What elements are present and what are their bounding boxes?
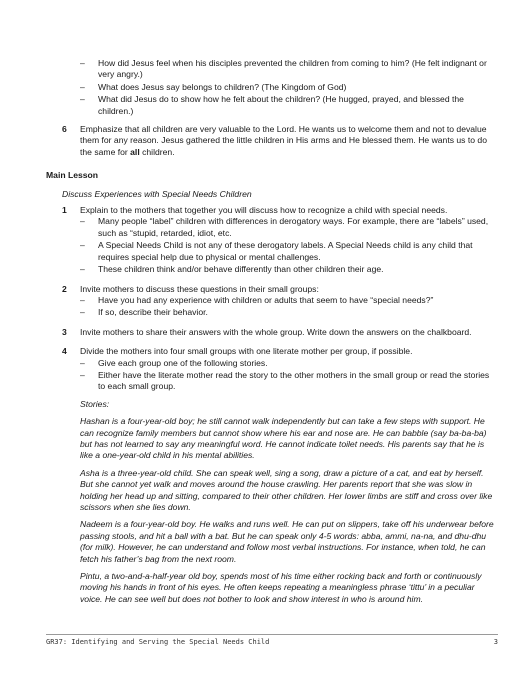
numbered-item-1 [62, 205, 498, 216]
list-item: – What did Jesus do to show how he felt about the children? (He hugged, prayed, and blessed the children.) [80, 94, 498, 117]
page-number: 3 [493, 638, 498, 646]
list-item: – Many people “label” children with differences in derogatory ways. For example, there are “labels” used, such as “stupid, retarded, idiot, etc. [80, 216, 489, 238]
item-text: Explain to the mothers that together you will discuss how to recognize a child with special needs. [80, 205, 448, 216]
item-text: Divide the mothers into four small groups with one literate mother per group, if possible. [80, 346, 413, 357]
list-item: – What does Jesus say belongs to children? (The Kingdom of God) [80, 82, 498, 93]
numbered-item-3 [62, 327, 498, 338]
section-subheading: Discuss Experiences with Special Needs Children [62, 188, 252, 199]
story-paragraph: Pintu, a two-and-a-half-year old boy, spends most of his time either rocking back and forth or continuously moving his hands in front of his eyes. He often keeps repeating a meaningless phrase ‘tittu’ in a peculiar voice. He can see well but does not bother to look and show interest in who is around him. [80, 571, 482, 604]
item-number: 1 [62, 205, 67, 216]
page-content [46, 58, 498, 611]
numbered-item-6: 6 Emphasize that all children are very valuable to the Lord. He wants us to welcome them and not to devalue them for any reason. Jesus gathered the little children in His arms and He blessed them. He wants us to do the same for all children. [62, 124, 487, 157]
list-item: – If so, describe their behavior. [80, 307, 208, 318]
intro-bullet: What does Jesus say belongs to children? (The Kingdom of God) [98, 81, 347, 92]
numbered-item-2 [62, 284, 498, 295]
list-item: – A Special Needs Child is not any of these derogatory labels. A Special Needs child is any child that requires special help due to physical or mental challenges. [80, 240, 473, 262]
list-item: – Have you had any experience with children or adults that seem to have “special needs?” [80, 294, 434, 305]
stories-block [80, 399, 498, 606]
intro-bullet: What did Jesus do to show how he felt about the children? (He hugged, prayed, and blessed the children.) [98, 94, 464, 116]
stories-label: Stories: [80, 398, 110, 409]
emphasis-text: all [130, 146, 140, 157]
list-item: – These children think and/or behave differently than other children their age. [80, 264, 384, 275]
numbered-item-4 [62, 346, 498, 357]
list-item: – Either have the literate mother read the story to the other mothers in the small group or read the stories to each small group. [80, 369, 490, 392]
list-item: – How did Jesus feel when his disciples prevented the children from coming to him? (He felt indignant or very angry.) [80, 58, 498, 81]
section-heading: Main Lesson [46, 170, 99, 181]
story-paragraph: Asha is a three-year-old child. She can speak well, sing a song, draw a picture of a cat, and eat by herself. But she cannot yet walk and moves around the house crawling. Her parents report that she was slow in holding her head up and sitting, compared to their other children. Her lower limbs are stiff and cross over like scissors when she lies down. [80, 467, 493, 512]
item-text: Invite mothers to discuss these questions in their small groups: [80, 283, 319, 294]
item-text: Invite mothers to share their answers with the whole group. Write down the answers on the chalkboard. [80, 326, 472, 337]
item-number: 2 [62, 283, 67, 294]
item-number: 6 [62, 124, 67, 135]
list-item: – Give each group one of the following stories. [80, 357, 268, 368]
item-number: 4 [62, 346, 67, 357]
intro-bullet: How did Jesus feel when his disciples prevented the children from coming to him? (He felt indignant or very angry.) [98, 58, 487, 80]
story-paragraph: Nadeem is a four-year-old boy. He walks and runs well. He can put on slippers, take off his underwear before passing stools, and hit a ball with a bat. But he can speak only 4-5 words: abba, ammi, na-na, and dhu-dhu (for milk). However, he can understand and follow most verbal instructions. For instance, when told, he can fetch his father’s bag from the next room. [80, 519, 494, 564]
page-footer [46, 634, 498, 646]
footer-title: GR37: Identifying and Serving the Special Needs Child [46, 638, 270, 646]
story-paragraph: Hashan is a four-year-old boy; he still cannot walk independently but can take a few steps with support. He can recognize family members but cannot show where his ear and nose are. He can babble (say ba-ba-ba) but has not learned to say any meaningful word. He cannot indicate toilet needs. His parents say that he is like a one-year-old child in his mental abilities. [80, 416, 487, 461]
item-number: 3 [62, 326, 67, 337]
